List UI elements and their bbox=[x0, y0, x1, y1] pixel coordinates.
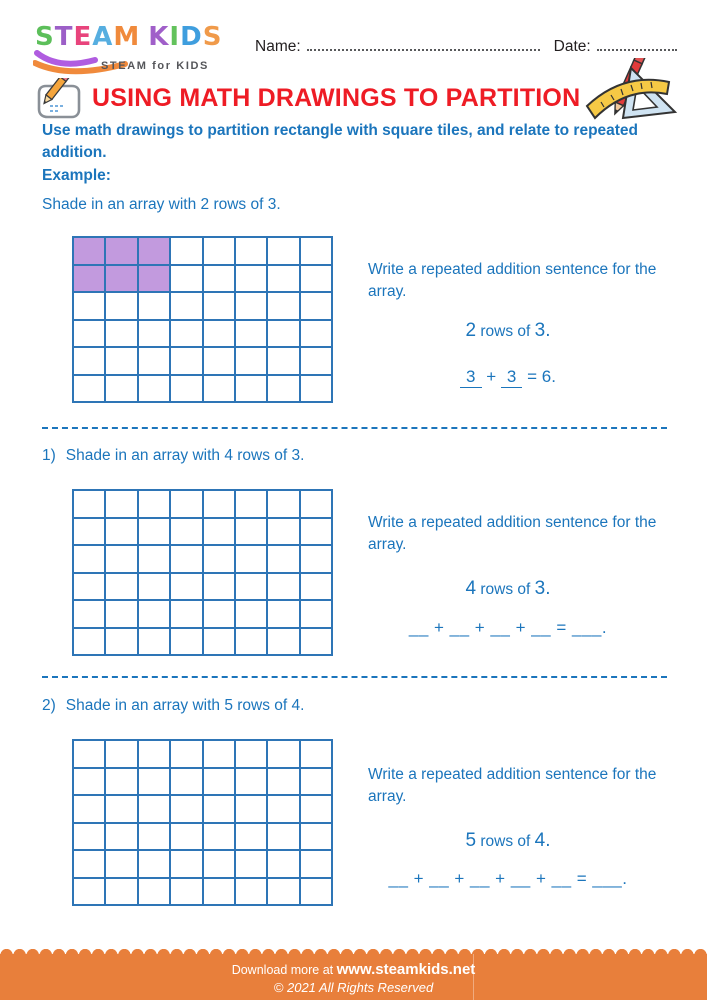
grid-cell[interactable] bbox=[235, 823, 267, 851]
grid-cell[interactable] bbox=[170, 850, 202, 878]
grid-cell[interactable] bbox=[203, 823, 235, 851]
grid-cell[interactable] bbox=[203, 518, 235, 546]
question-prompt: Shade in an array with 4 rows of 3. bbox=[65, 447, 305, 464]
grid-cell[interactable] bbox=[267, 628, 299, 656]
grid-cell[interactable] bbox=[73, 850, 105, 878]
logo-letter: T bbox=[54, 22, 74, 52]
rows-sentence bbox=[368, 578, 648, 600]
grid-cell[interactable] bbox=[203, 850, 235, 878]
grid-cell[interactable] bbox=[235, 292, 267, 320]
grid-cell[interactable] bbox=[267, 795, 299, 823]
grid-cell[interactable] bbox=[105, 320, 137, 348]
grid-cell[interactable] bbox=[300, 237, 332, 265]
grid-cell[interactable] bbox=[235, 878, 267, 906]
grid-cell[interactable] bbox=[170, 375, 202, 403]
grid-cell[interactable] bbox=[300, 292, 332, 320]
sentence-number: 2 bbox=[465, 320, 477, 341]
grid-cell[interactable] bbox=[105, 795, 137, 823]
grid-cell[interactable] bbox=[170, 320, 202, 348]
grid-cell[interactable] bbox=[170, 545, 202, 573]
grid-cell[interactable] bbox=[138, 347, 170, 375]
grid-cell[interactable] bbox=[138, 573, 170, 601]
grid-cell[interactable] bbox=[73, 518, 105, 546]
grid-cell[interactable] bbox=[267, 600, 299, 628]
grid-cell[interactable] bbox=[203, 347, 235, 375]
sentence-number: 3 bbox=[534, 320, 546, 341]
grid-cell[interactable] bbox=[138, 768, 170, 796]
logo-letter: D bbox=[180, 22, 203, 52]
footer-download-text bbox=[0, 954, 707, 978]
grid-cell[interactable] bbox=[203, 573, 235, 601]
grid-cell[interactable] bbox=[73, 768, 105, 796]
grid-cell[interactable] bbox=[300, 740, 332, 768]
grid-cell[interactable] bbox=[138, 265, 170, 293]
grid-cell[interactable] bbox=[170, 518, 202, 546]
question-1-row bbox=[42, 447, 304, 465]
grid-cell[interactable] bbox=[105, 292, 137, 320]
grid-cell[interactable] bbox=[267, 265, 299, 293]
date-line[interactable] bbox=[597, 37, 677, 51]
footer-site-url: www.steamkids.net bbox=[336, 961, 476, 978]
grid-cell[interactable] bbox=[170, 292, 202, 320]
grid-cell[interactable] bbox=[73, 628, 105, 656]
grid-cell[interactable] bbox=[170, 600, 202, 628]
grid-cell[interactable] bbox=[235, 573, 267, 601]
grid-cell[interactable] bbox=[300, 850, 332, 878]
grid-cell[interactable] bbox=[73, 375, 105, 403]
grid-cell[interactable] bbox=[300, 600, 332, 628]
grid-cell[interactable] bbox=[73, 320, 105, 348]
grid-cell[interactable] bbox=[170, 878, 202, 906]
grid-cell[interactable] bbox=[267, 740, 299, 768]
grid-cell[interactable] bbox=[105, 518, 137, 546]
name-date-row bbox=[255, 37, 677, 56]
grid-cell[interactable] bbox=[235, 850, 267, 878]
grid-cell[interactable] bbox=[267, 768, 299, 796]
grid-cell[interactable] bbox=[105, 600, 137, 628]
grid-cell[interactable] bbox=[138, 823, 170, 851]
write-prompt: Write a repeated addition sentence for the array. bbox=[368, 514, 657, 553]
grid-cell[interactable] bbox=[235, 518, 267, 546]
grid-cell[interactable] bbox=[105, 573, 137, 601]
grid-cell[interactable] bbox=[267, 292, 299, 320]
grid-cell[interactable] bbox=[138, 320, 170, 348]
scroll-pencil-icon bbox=[30, 78, 86, 122]
grid-cell[interactable] bbox=[267, 545, 299, 573]
grid-cell[interactable] bbox=[235, 628, 267, 656]
logo-letter: E bbox=[73, 22, 93, 52]
grid-cell[interactable] bbox=[300, 518, 332, 546]
name-line[interactable] bbox=[307, 37, 540, 51]
grid-cell[interactable] bbox=[138, 628, 170, 656]
rows-sentence bbox=[368, 830, 648, 852]
grid-cell[interactable] bbox=[73, 740, 105, 768]
grid-cell[interactable] bbox=[267, 490, 299, 518]
grid-cell[interactable] bbox=[105, 740, 137, 768]
grid-cell[interactable] bbox=[267, 823, 299, 851]
grid-cell[interactable] bbox=[300, 823, 332, 851]
footer-divider bbox=[473, 954, 474, 1000]
grid-cell[interactable] bbox=[235, 347, 267, 375]
logo-wordmark bbox=[35, 24, 222, 50]
grid-cell[interactable] bbox=[235, 600, 267, 628]
logo-tagline: STEAM for KIDS bbox=[101, 60, 209, 72]
grid-cell[interactable] bbox=[170, 490, 202, 518]
logo-letter: I bbox=[169, 22, 181, 52]
equation-result: = 6. bbox=[527, 367, 556, 386]
sentence-number: 4 bbox=[465, 578, 477, 599]
grid-cell[interactable] bbox=[300, 320, 332, 348]
footer-download-prefix: Download more at bbox=[231, 963, 334, 977]
grid-cell[interactable] bbox=[267, 320, 299, 348]
grid-cell[interactable] bbox=[203, 265, 235, 293]
grid-cell[interactable] bbox=[267, 573, 299, 601]
sentence-period: . bbox=[545, 830, 551, 851]
grid-cell[interactable] bbox=[138, 237, 170, 265]
name-label: Name: bbox=[255, 38, 301, 55]
grid-cell[interactable] bbox=[105, 628, 137, 656]
grid-cell[interactable] bbox=[235, 265, 267, 293]
grid-cell[interactable] bbox=[203, 795, 235, 823]
intro-text: Use math drawings to partition rectangle with square tiles, and relate to repeated addition. bbox=[42, 122, 639, 161]
grid-cell[interactable] bbox=[235, 490, 267, 518]
grid-cell[interactable] bbox=[105, 545, 137, 573]
grid-cell[interactable] bbox=[105, 490, 137, 518]
grid-cell[interactable] bbox=[203, 237, 235, 265]
sentence-period: . bbox=[545, 578, 551, 599]
sentence-middle: rows of bbox=[480, 323, 531, 340]
grid-cell[interactable] bbox=[73, 347, 105, 375]
grid-cell[interactable] bbox=[138, 518, 170, 546]
sentence-middle: rows of bbox=[480, 581, 531, 598]
grid-cell[interactable] bbox=[267, 850, 299, 878]
plus-sign: + bbox=[486, 367, 497, 386]
grid-cell[interactable] bbox=[300, 347, 332, 375]
question-1-grid bbox=[72, 489, 333, 656]
logo-letter: K bbox=[148, 22, 170, 52]
grid-cell[interactable] bbox=[73, 795, 105, 823]
grid-cell[interactable] bbox=[235, 320, 267, 348]
grid-cell[interactable] bbox=[73, 600, 105, 628]
grid-cell[interactable] bbox=[73, 545, 105, 573]
grid-cell[interactable] bbox=[300, 545, 332, 573]
grid-cell[interactable] bbox=[170, 628, 202, 656]
grid-cell[interactable] bbox=[105, 850, 137, 878]
grid-cell[interactable] bbox=[138, 545, 170, 573]
grid-cell[interactable] bbox=[267, 375, 299, 403]
page-title: USING MATH DRAWINGS TO PARTITION bbox=[92, 84, 581, 112]
sentence-number: 5 bbox=[465, 830, 477, 851]
grid-cell[interactable] bbox=[203, 628, 235, 656]
grid-cell[interactable] bbox=[235, 768, 267, 796]
write-prompt: Write a repeated addition sentence for the array. bbox=[368, 766, 657, 805]
section-divider bbox=[42, 676, 667, 678]
grid-cell[interactable] bbox=[300, 768, 332, 796]
grid-cell[interactable] bbox=[235, 545, 267, 573]
grid-cell[interactable] bbox=[138, 292, 170, 320]
footer-copyright: © 2021 All Rights Reserved bbox=[273, 980, 434, 995]
grid-cell[interactable] bbox=[170, 237, 202, 265]
grid-cell[interactable] bbox=[105, 823, 137, 851]
grid-cell[interactable] bbox=[203, 375, 235, 403]
sentence-number: 3 bbox=[534, 578, 546, 599]
logo-letter: S bbox=[35, 22, 55, 52]
grid-cell[interactable] bbox=[73, 265, 105, 293]
grid-cell[interactable] bbox=[300, 628, 332, 656]
grid-cell[interactable] bbox=[170, 347, 202, 375]
grid-cell[interactable] bbox=[138, 740, 170, 768]
steam-kids-logo bbox=[35, 22, 223, 72]
grid-cell[interactable] bbox=[138, 490, 170, 518]
grid-cell[interactable] bbox=[235, 795, 267, 823]
grid-cell[interactable] bbox=[203, 740, 235, 768]
grid-cell[interactable] bbox=[300, 573, 332, 601]
section-divider bbox=[42, 427, 667, 429]
logo-letter: A bbox=[92, 22, 114, 52]
grid-cell[interactable] bbox=[73, 292, 105, 320]
example-grid bbox=[72, 236, 333, 403]
logo-letter: S bbox=[202, 22, 223, 52]
grid-cell[interactable] bbox=[203, 320, 235, 348]
grid-cell[interactable] bbox=[203, 292, 235, 320]
grid-cell[interactable] bbox=[300, 795, 332, 823]
question-prompt: Shade in an array with 5 rows of 4. bbox=[65, 697, 305, 714]
grid-cell[interactable] bbox=[105, 347, 137, 375]
question-number: 1) bbox=[42, 447, 56, 464]
addition-equation bbox=[368, 367, 648, 388]
grid-cell[interactable] bbox=[235, 237, 267, 265]
date-label: Date: bbox=[553, 38, 591, 55]
grid-cell[interactable] bbox=[267, 237, 299, 265]
grid-cell[interactable] bbox=[73, 823, 105, 851]
grid-cell[interactable] bbox=[170, 795, 202, 823]
grid-cell[interactable] bbox=[235, 740, 267, 768]
sentence-period: . bbox=[545, 320, 551, 341]
grid-cell[interactable] bbox=[170, 573, 202, 601]
write-prompt: Write a repeated addition sentence for the array. bbox=[368, 261, 657, 300]
equation-blank: 3 bbox=[501, 368, 522, 388]
grid-cell[interactable] bbox=[203, 600, 235, 628]
equation-blank: 3 bbox=[460, 368, 481, 388]
grid-cell[interactable] bbox=[105, 237, 137, 265]
grid-cell[interactable] bbox=[105, 768, 137, 796]
grid-cell[interactable] bbox=[170, 768, 202, 796]
footer-scallop-edge bbox=[0, 946, 707, 955]
footer bbox=[0, 954, 707, 1000]
grid-cell[interactable] bbox=[300, 878, 332, 906]
question-2-row bbox=[42, 697, 304, 715]
grid-cell[interactable] bbox=[138, 878, 170, 906]
grid-cell[interactable] bbox=[73, 237, 105, 265]
equation-blanks: __ + __ + __ + __ + __ = ___. bbox=[388, 869, 628, 888]
grid-cell[interactable] bbox=[203, 545, 235, 573]
logo-letter: M bbox=[113, 22, 141, 52]
grid-cell[interactable] bbox=[73, 573, 105, 601]
grid-cell[interactable] bbox=[300, 375, 332, 403]
rows-sentence bbox=[368, 320, 648, 342]
grid-cell[interactable] bbox=[170, 740, 202, 768]
grid-cell[interactable] bbox=[138, 375, 170, 403]
grid-cell[interactable] bbox=[138, 795, 170, 823]
grid-cell[interactable] bbox=[235, 375, 267, 403]
grid-cell[interactable] bbox=[267, 347, 299, 375]
grid-cell[interactable] bbox=[203, 878, 235, 906]
grid-cell[interactable] bbox=[300, 265, 332, 293]
grid-cell[interactable] bbox=[170, 265, 202, 293]
equation-blanks: __ + __ + __ + __ = ___. bbox=[408, 618, 608, 637]
grid-cell[interactable] bbox=[105, 878, 137, 906]
grid-cell[interactable] bbox=[73, 490, 105, 518]
grid-cell[interactable] bbox=[138, 850, 170, 878]
grid-cell[interactable] bbox=[267, 518, 299, 546]
grid-cell[interactable] bbox=[203, 490, 235, 518]
sentence-number: 4 bbox=[534, 830, 546, 851]
grid-cell[interactable] bbox=[170, 823, 202, 851]
example-heading: Example: bbox=[42, 167, 111, 184]
grid-cell[interactable] bbox=[105, 265, 137, 293]
question-2-grid bbox=[72, 739, 333, 906]
grid-cell[interactable] bbox=[203, 768, 235, 796]
question-number: 2) bbox=[42, 697, 56, 714]
grid-cell[interactable] bbox=[267, 878, 299, 906]
example-prompt: Shade in an array with 2 rows of 3. bbox=[42, 196, 281, 213]
sentence-middle: rows of bbox=[480, 833, 531, 850]
grid-cell[interactable] bbox=[105, 375, 137, 403]
grid-cell[interactable] bbox=[73, 878, 105, 906]
grid-cell[interactable] bbox=[138, 600, 170, 628]
grid-cell[interactable] bbox=[300, 490, 332, 518]
